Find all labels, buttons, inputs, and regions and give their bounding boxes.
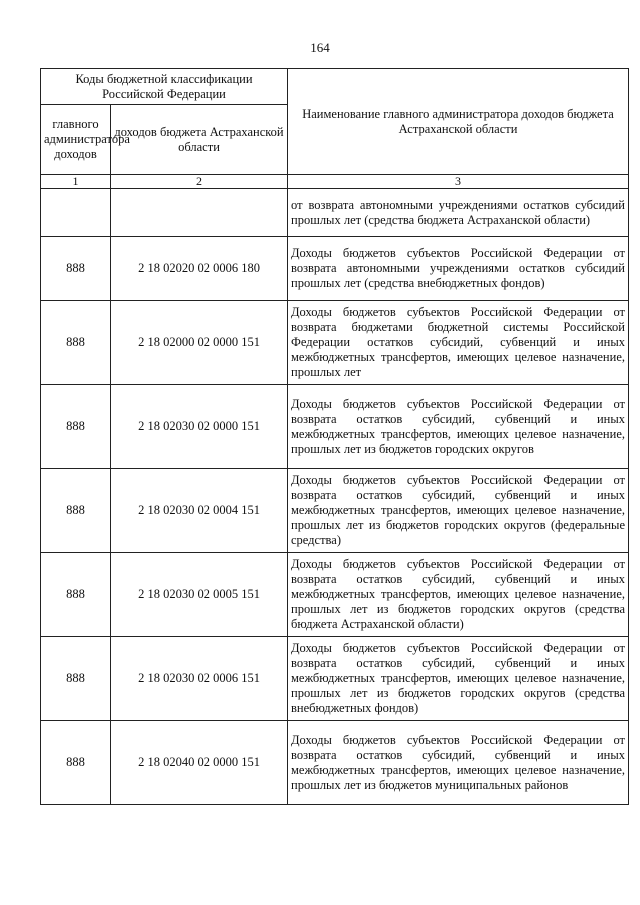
admin-code-cell: 888 [41, 637, 111, 721]
revenue-code-cell [111, 189, 288, 237]
page-number: 164 [310, 40, 330, 55]
admin-code-cell: 888 [41, 553, 111, 637]
revenue-name-cell: Доходы бюджетов субъектов Российской Федерации от возврата бюджетами бюджетной системы Российской Федерации остатков субсидий, субвенций и иных межбюджетных трансфертов, имеющих целевое назначение, прошлых лет [288, 301, 629, 385]
table-row [41, 637, 629, 721]
column-number: 3 [288, 175, 629, 189]
revenue-code-cell: 2 18 02030 02 0005 151 [111, 553, 288, 637]
admin-code-cell: 888 [41, 721, 111, 805]
revenue-name-cell: Доходы бюджетов субъектов Российской Федерации от возврата остатков субсидий, субвенций и иных межбюджетных трансфертов, имеющих целевое назначение, прошлых лет из бюджетов городских округов [288, 385, 629, 469]
revenue-name-cell: Доходы бюджетов субъектов Российской Федерации от возврата автономными учреждениями остатков субсидий прошлых лет (средства внебюджетных фондов) [288, 237, 629, 301]
table-row [41, 721, 629, 805]
column-number-row [41, 175, 629, 189]
revenue-code-cell: 2 18 02020 02 0006 180 [111, 237, 288, 301]
table-row [41, 553, 629, 637]
revenue-name-cell: Доходы бюджетов субъектов Российской Федерации от возврата остатков субсидий, субвенций и иных межбюджетных трансфертов, имеющих целевое назначение, прошлых лет из бюджетов муниципальных районов [288, 721, 629, 805]
revenue-name-cell: от возврата автономными учреждениями остатков субсидий прошлых лет (средства бюджета Астраханской области) [288, 189, 629, 237]
table-row [41, 469, 629, 553]
budget-classification-table [40, 68, 629, 805]
table-row [41, 237, 629, 301]
revenue-code-cell: 2 18 02030 02 0006 151 [111, 637, 288, 721]
revenue-name-cell: Доходы бюджетов субъектов Российской Федерации от возврата остатков субсидий, субвенций и иных межбюджетных трансфертов, имеющих целевое назначение, прошлых лет из бюджетов городских округов (средства бюджета Астраханской области) [288, 553, 629, 637]
header-group-title: Коды бюджетной классификации Российской Федерации [41, 69, 288, 105]
header-col1-title: главного администратора доходов [41, 105, 111, 175]
table-row [41, 301, 629, 385]
admin-code-cell [41, 189, 111, 237]
admin-code-cell: 888 [41, 385, 111, 469]
revenue-code-cell: 2 18 02040 02 0000 151 [111, 721, 288, 805]
revenue-code-cell: 2 18 02030 02 0004 151 [111, 469, 288, 553]
admin-code-cell: 888 [41, 469, 111, 553]
header-col3-title: Наименование главного администратора доходов бюджета Астраханской области [288, 69, 629, 175]
admin-code-cell: 888 [41, 301, 111, 385]
admin-code-cell: 888 [41, 237, 111, 301]
table-row [41, 189, 629, 237]
header-col2-title: доходов бюджета Астраханской области [111, 105, 288, 175]
column-number: 1 [41, 175, 111, 189]
revenue-code-cell: 2 18 02030 02 0000 151 [111, 385, 288, 469]
table-row [41, 385, 629, 469]
revenue-name-cell: Доходы бюджетов субъектов Российской Федерации от возврата остатков субсидий, субвенций и иных межбюджетных трансфертов, имеющих целевое назначение, прошлых лет из бюджетов городских округов (средства внебюджетных фондов) [288, 637, 629, 721]
revenue-code-cell: 2 18 02000 02 0000 151 [111, 301, 288, 385]
revenue-name-cell: Доходы бюджетов субъектов Российской Федерации от возврата остатков субсидий, субвенций и иных межбюджетных трансфертов, имеющих целевое назначение, прошлых лет из бюджетов городских округов (федеральные средства) [288, 469, 629, 553]
column-number: 2 [111, 175, 288, 189]
